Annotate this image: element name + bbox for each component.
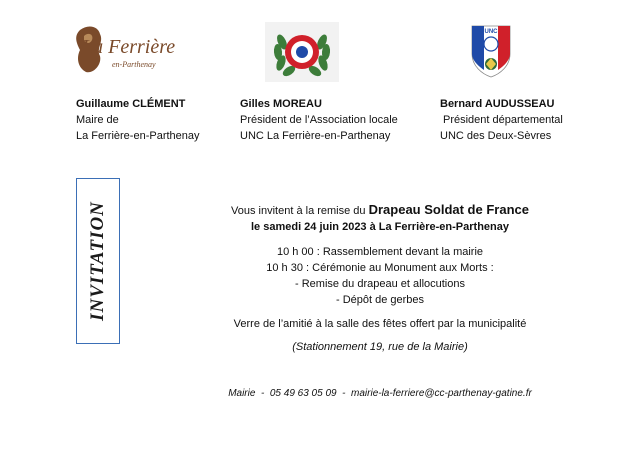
signatory-title: Maire de	[76, 114, 119, 126]
unc-logo	[265, 22, 339, 82]
ferriere-logo-subtitle: en-Parthenay	[112, 60, 156, 69]
invitation-frame	[76, 178, 120, 344]
intro-line	[190, 202, 570, 219]
intro-title: Drapeau Soldat de France	[368, 202, 529, 217]
shield-letters: UNC	[484, 29, 498, 35]
signatory-organization: UNC La Ferrière-en-Parthenay	[240, 130, 391, 142]
ferriere-logo	[74, 22, 176, 78]
signatory-title: Président départemental	[443, 114, 563, 126]
program-item: - Dépôt de gerbes	[335, 294, 425, 306]
signatory-title: Président de l’Association locale	[240, 114, 398, 126]
signatory-mayor	[76, 96, 200, 144]
intro-prefix: Vous invitent à la remise du	[231, 205, 369, 217]
ferriere-logo-title: La Ferrière	[82, 36, 176, 58]
signatory-local-president	[240, 96, 398, 144]
parking-line: (Stationnement 19, rue de la Mairie)	[292, 341, 468, 353]
cockade-laurel-icon	[265, 22, 339, 82]
contact-line: Mairie - 05 49 63 05 09 - mairie-la-ferriere@cc-parthenay-gatine.fr	[228, 388, 532, 399]
invitation-label: INVITATION	[87, 201, 108, 321]
program-item: - Remise du drapeau et allocutions	[295, 278, 465, 290]
signatory-name: Bernard AUDUSSEAU	[440, 98, 555, 110]
reception-line: Verre de l’amitié à la salle des fêtes offert par la municipalité	[233, 318, 527, 330]
signatory-departmental-president	[440, 96, 563, 144]
signatory-organization: UNC des Deux-Sèvres	[440, 130, 552, 142]
signatory-name: Gilles MOREAU	[240, 98, 322, 110]
program-item: 10 h 00 : Rassemblement devant la mairie	[276, 246, 484, 258]
signatory-name: Guillaume CLÉMENT	[76, 98, 186, 110]
program-item: 10 h 30 : Cérémonie au Monument aux Morts :	[266, 262, 494, 274]
date-line: le samedi 24 juin 2023 à La Ferrière-en-Parthenay	[250, 221, 509, 233]
deux-sevres-logo	[470, 24, 512, 78]
signatory-organization: La Ferrière-en-Parthenay	[76, 130, 200, 142]
